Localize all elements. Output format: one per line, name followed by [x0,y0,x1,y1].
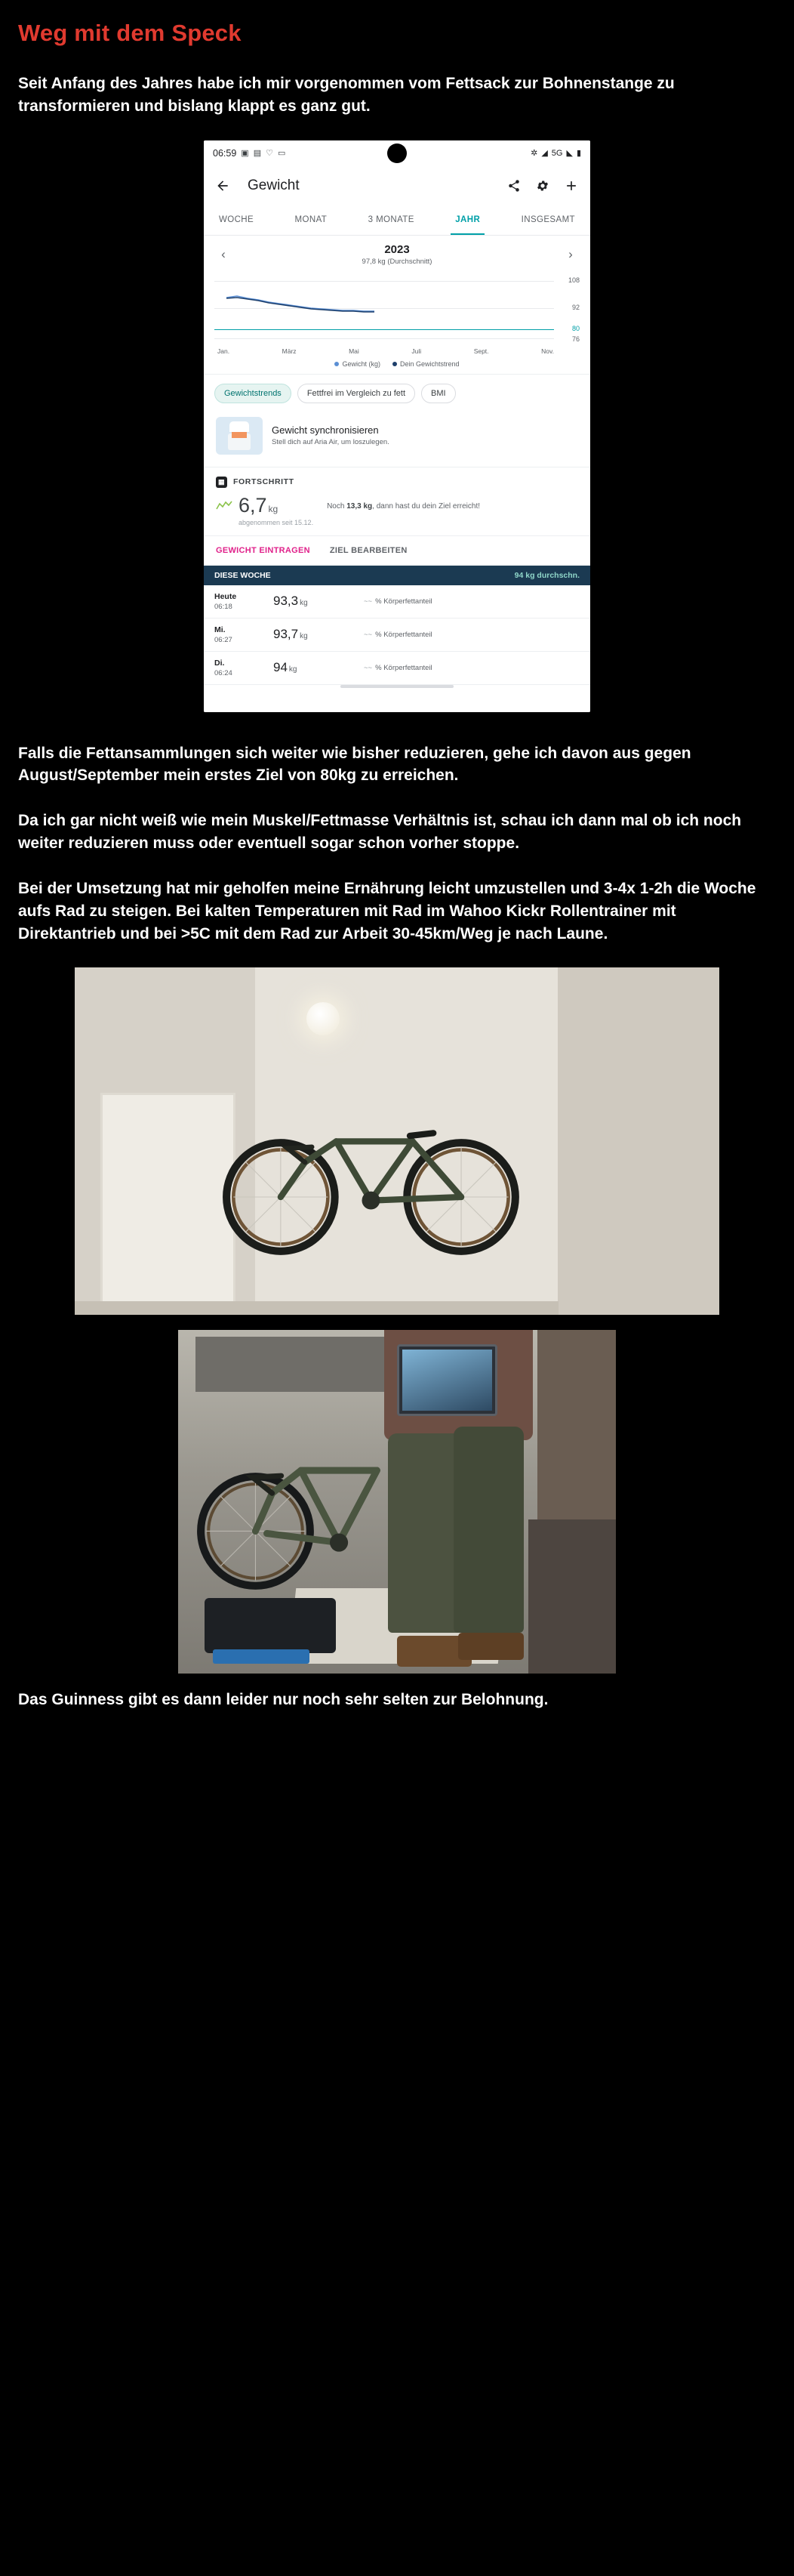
row-weight: 94 [273,660,288,675]
bicycle-illustration [191,1058,565,1266]
metric-chip-group [204,375,590,412]
scale-illustration-icon [216,417,263,455]
wall-shelf [195,1337,397,1392]
year-label-group [231,243,563,266]
legend-dot-weight [334,362,339,366]
row-weight-cell [273,594,364,609]
tab-woche[interactable]: WOCHE [219,215,254,225]
phone-screenshot-figure [18,140,776,712]
dash-icon: ~~ [364,630,373,639]
bluetooth-icon: ✲ [531,149,538,159]
weight-chart [214,275,580,344]
ytick-80: 80 [571,324,580,332]
row-time: 06:18 [214,602,232,611]
goal-remaining-text [313,494,578,512]
sparkline-icon [216,500,232,512]
ytick-92: 92 [571,303,580,311]
gear-icon[interactable] [534,177,551,194]
row-date-cell [214,592,273,611]
chevron-left-icon[interactable]: ‹ [221,246,226,261]
row-weight: 93,3 [273,594,299,609]
tab-jahr[interactable]: JAHR [451,205,485,235]
wifi-icon: ◣ [566,149,573,159]
shoe-right [458,1633,524,1660]
camera-icon: ▣ [241,149,249,159]
table-row[interactable] [204,652,590,685]
edit-goal-button[interactable]: ZIEL BEARBEITEN [329,545,408,555]
row-bodyfat: % Körperfettanteil [375,630,432,639]
row-day: Mi. [214,625,226,634]
row-bodyfat-cell [364,664,580,672]
week-table-header-right: 94 kg durchschn. [514,570,580,580]
blue-tool [213,1649,309,1663]
photo-figure-1 [18,967,776,1315]
status-bar [204,140,590,166]
heart-icon: ♡ [266,149,273,159]
xtick-sept: Sept. [473,347,489,355]
progress-icon: ▦ [216,477,227,488]
table-row[interactable] [204,585,590,619]
legend-item-weight [334,360,380,368]
row-weight-unit: kg [288,665,297,674]
progress-left [216,494,313,526]
share-icon[interactable] [506,177,522,194]
chevron-right-icon[interactable]: › [568,246,573,261]
turbo-trainer [205,1598,336,1653]
app-bar-title: Gewicht [248,177,300,193]
xtick-jan: Jan. [217,347,230,355]
goal-value: 13,3 kg [346,501,373,511]
ytick-108: 108 [568,276,580,284]
log-weight-button[interactable]: GEWICHT EINTRAGEN [216,545,310,555]
week-table-header-left: DIESE WOCHE [214,570,271,580]
legend-item-trend [392,360,460,368]
action-links [204,536,590,566]
shirt-shape [229,421,249,432]
sync-card-title: Gewicht synchronisieren [272,424,379,437]
xtick-nov: Nov. [541,347,554,355]
chart-x-axis [217,347,554,355]
status-time: 06:59 [213,147,237,159]
battery-save-icon: ▤ [253,149,262,159]
page-title: Weg mit dem Speck [18,20,242,46]
message-icon: ▭ [277,149,286,159]
year-label: 2023 [384,242,410,256]
xtick-juli: Juli [411,347,422,355]
progress-number-group [239,494,278,517]
sync-weight-card[interactable] [204,412,590,467]
row-weight-cell [273,627,364,642]
legend-label-weight: Gewicht (kg) [342,359,380,368]
network-label: 5G [551,148,563,158]
year-selector [204,236,590,269]
year-average: 97,8 kg (Durchschnitt) [362,257,432,266]
right-door [528,1519,616,1674]
battery-icon: ▮ [576,149,581,159]
progress-caption: abgenommen seit 15.12. [239,518,314,526]
progress-section-body [204,492,590,536]
paragraph-training: Bei der Umsetzung hat mir geholfen meine Ernährung leicht umzustellen und 3-4x 1-2h die Woche aufs Rad zu steigen. Bei kalten Temperaturen mit Rad im Wahoo Kickr Rollentrainer mit Direktantrieb und bei >5C mit dem Rad zur Arbeit 30-45km/Weg je nach Laune. [18,879,756,942]
chart-legend [204,360,590,375]
baseboard [75,1301,559,1315]
bike-on-wall-mount-photo [75,967,719,1315]
dash-icon: ~~ [364,663,373,672]
bike-on-turbo-trainer-photo [178,1330,616,1674]
back-arrow-icon[interactable] [214,177,231,194]
photo-figure-2 [18,1330,776,1674]
ytick-76: 76 [571,335,580,343]
row-day: Heute [214,591,237,601]
legend-label-trend: Dein Gewichtstrend [399,359,460,368]
row-bodyfat-cell [364,597,580,606]
weight-series-svg [214,275,549,344]
row-weight-unit: kg [300,599,308,608]
row-day: Di. [214,658,225,668]
wall-right [559,967,720,1315]
sync-card-subtitle: Stell dich auf Aria Air, um loszulegen. [272,438,389,447]
row-bodyfat: % Körperfettanteil [375,597,432,606]
progress-header-label: FORTSCHRITT [233,477,294,487]
home-indicator[interactable] [340,685,454,688]
status-bar-left [213,148,285,159]
row-weight-unit: kg [300,632,308,641]
goal-prefix: Noch [327,501,345,511]
row-weight: 93,7 [273,627,299,642]
fitbit-weight-screen [204,140,590,712]
row-time: 06:24 [214,668,232,677]
week-table-header [204,566,590,585]
paragraph-bodyfat: Da ich gar nicht weiß wie mein Muskel/Fettmasse Verhältnis ist, schau ich dann mal ob ich noch weiter reduzieren muss oder eventuell sogar schon vorher stoppe. [18,812,742,853]
sync-card-text [272,424,389,446]
app-bar [204,166,590,205]
nav-gesture-area [204,685,590,703]
xtick-mai: Mai [349,347,359,355]
tab-3-monate[interactable]: 3 MONATE [368,215,414,225]
status-bar-right [531,148,581,158]
legend-dot-trend [392,362,397,366]
progress-value: 6,7 [239,493,267,517]
row-bodyfat-cell [364,631,580,639]
goal-suffix: , dann hast du dein Ziel erreicht! [372,501,481,511]
person-leg-right [454,1427,524,1633]
xtick-maerz: März [282,347,297,355]
paragraph-goal: Falls die Fettansammlungen sich weiter wie bisher reduzieren, gehe ich davon aus gegen August/September mein erstes Ziel von 80kg zu erreichen. [18,744,691,785]
signal-icon: ◢ [541,149,548,159]
camera-punch-hole [387,143,407,163]
period-tabs [204,205,590,236]
tablet-screen [402,1350,492,1411]
phone-bottom-padding [204,703,590,712]
row-bodyfat: % Körperfettanteil [375,663,432,672]
paragraph-intro: Seit Anfang des Jahres habe ich mir vorgenommen vom Fettsack zur Bohnenstange zu transformieren und bislang klappt es ganz gut. [18,75,675,115]
row-date-cell [214,625,273,644]
plus-icon[interactable] [563,177,580,194]
progress-value-row [216,494,313,517]
chip-gewichtstrends[interactable]: Gewichtstrends [214,384,291,403]
dash-icon: ~~ [364,597,373,606]
row-time: 06:27 [214,635,232,644]
right-wall [537,1330,616,1543]
chip-bmi[interactable]: BMI [421,384,456,403]
table-row[interactable] [204,619,590,652]
tab-monat[interactable]: MONAT [294,215,328,225]
progress-section-header [204,467,590,492]
row-date-cell [214,659,273,677]
progress-unit: kg [268,503,279,514]
row-weight-cell [273,660,364,675]
paragraph-closing: Das Guinness gibt es dann leider nur noch sehr selten zur Belohnung. [18,1691,549,1709]
tab-insgesamt[interactable]: INSGESAMT [521,215,575,225]
chip-fettfrei-vs-fett[interactable]: Fettfrei im Vergleich zu fett [297,384,415,403]
